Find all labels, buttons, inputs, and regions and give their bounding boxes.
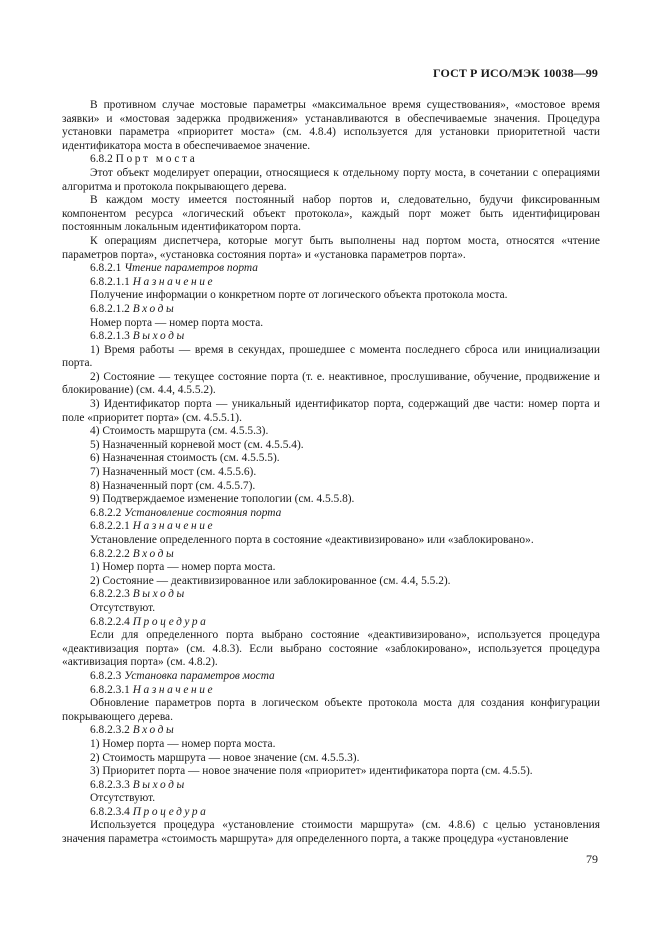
item-heading: 6.8.2.1.3 Выходы xyxy=(90,330,187,343)
document-body xyxy=(62,99,600,847)
list-item: 1) Номер порта — номер порта моста. xyxy=(90,737,276,750)
item-heading: 6.8.2.3.1 Назначение xyxy=(90,683,216,696)
subsection-heading: 6.8.2.3 Установка параметров моста xyxy=(90,669,275,682)
list-item: 8) Назначенный порт (см. 4.5.5.7). xyxy=(90,479,256,492)
paragraph: Этот объект моделирует операции, относящиеся к отдельному порту моста, в сочетании с операциями алгоритма и протокола покрывающего дерева. xyxy=(62,166,600,193)
document-header: ГОСТ Р ИСО/МЭК 10038—99 xyxy=(433,66,598,80)
list-item: 5) Назначенный корневой мост (см. 4.5.5.4). xyxy=(90,438,304,451)
item-heading: 6.8.2.3.4 Процедура xyxy=(90,805,209,818)
paragraph: Отсутствуют. xyxy=(90,601,156,614)
item-heading: 6.8.2.1.2 Входы xyxy=(90,302,177,315)
item-heading: 6.8.2.2.3 Выходы xyxy=(90,588,187,601)
paragraph: Получение информации о конкретном порте от логического объекта протокола моста. xyxy=(90,289,508,302)
section-heading: 6.8.2 Порт моста xyxy=(90,153,198,166)
item-heading: 6.8.2.3.3 Выходы xyxy=(90,778,187,791)
list-item: 2) Состояние — деактивизированное или заблокированное (см. 4.4, 5.5.2). xyxy=(90,574,451,587)
list-item: 7) Назначенный мост (см. 4.5.5.6). xyxy=(90,466,257,479)
subsection-heading: 6.8.2.1 Чтение параметров порта xyxy=(90,262,258,275)
list-item: 2) Стоимость маршрута — новое значение (см. 4.5.5.3). xyxy=(90,751,360,764)
paragraph: К операциям диспетчера, которые могут быть выполнены над портом моста, относятся «чтение параметров порта», «установка состояния порта» и «установка параметров порта». xyxy=(62,234,600,261)
paragraph: Номер порта — номер порта моста. xyxy=(90,316,264,329)
paragraph: Отсутствуют. xyxy=(90,792,156,805)
page-number: 79 xyxy=(586,852,598,866)
list-item: 9) Подтверждаемое изменение топологии (см. 4.5.5.8). xyxy=(90,493,355,506)
item-heading: 6.8.2.2.4 Процедура xyxy=(90,615,209,628)
paragraph: В противном случае мостовые параметры «максимальное время существования», «мостовое время заявки» и «мостовая задержка продвижения» устанавливаются в обеспечиваемые значения. Процедура установки параметра «приоритет моста» (см. 4.8.4) используется для установки приоритетной части идентификатора моста в обеспечиваемое значение. xyxy=(62,99,600,152)
paragraph: Используется процедура «установление стоимости маршрута» (см. 4.8.6) с целью установления значения параметра «стоимость маршрута» для определенного порта, а также процедура «установление xyxy=(62,819,600,846)
item-heading: 6.8.2.3.2 Входы xyxy=(90,724,177,737)
list-item: 4) Стоимость маршрута (см. 4.5.5.3). xyxy=(90,425,269,438)
list-item: 2) Состояние — текущее состояние порта (т. е. неактивное, прослушивание, обучение, продвижение и блокирование) (см. 4.4, 4.5.5.2). xyxy=(62,370,600,397)
list-item: 1) Время работы — время в секундах, прошедшее с момента последнего сброса или инициализации порта. xyxy=(62,343,600,370)
list-item: 1) Номер порта — номер порта моста. xyxy=(90,561,276,574)
list-item: 3) Идентификатор порта — уникальный идентификатор порта, содержащий две части: номер порта и поле «приоритет порта» (см. 4.5.5.1). xyxy=(62,398,600,424)
paragraph: Если для определенного порта выбрано состояние «деактивизировано», используется процедура «деактивизация порта» (см. 4.8.3). Если выбрано состояние «заблокировано», используется процедура «активизация порта» (см. 4.8.2). xyxy=(62,629,600,669)
item-heading: 6.8.2.2.2 Входы xyxy=(90,547,177,560)
paragraph: В каждом мосту имеется постоянный набор портов и, следовательно, будучи фиксированным компонентом ресурса «логический объект протокола», каждый порт может быть идентифицирован постоянным локальным идентификатором порта. xyxy=(62,194,600,234)
list-item: 3) Приоритет порта — новое значение поля «приоритет» идентификатора порта (см. 4.5.5). xyxy=(90,765,533,778)
paragraph: Установление определенного порта в состояние «деактивизировано» или «заблокировано». xyxy=(90,534,534,546)
item-heading: 6.8.2.1.1 Назначение xyxy=(90,275,216,288)
paragraph: Обновление параметров порта в логическом объекте протокола моста для создания конфигурации покрывающего дерева. xyxy=(62,697,600,723)
item-heading: 6.8.2.2.1 Назначение xyxy=(90,520,216,533)
list-item: 6) Назначенная стоимость (см. 4.5.5.5). xyxy=(90,452,280,465)
subsection-heading: 6.8.2.2 Установление состояния порта xyxy=(90,506,282,519)
